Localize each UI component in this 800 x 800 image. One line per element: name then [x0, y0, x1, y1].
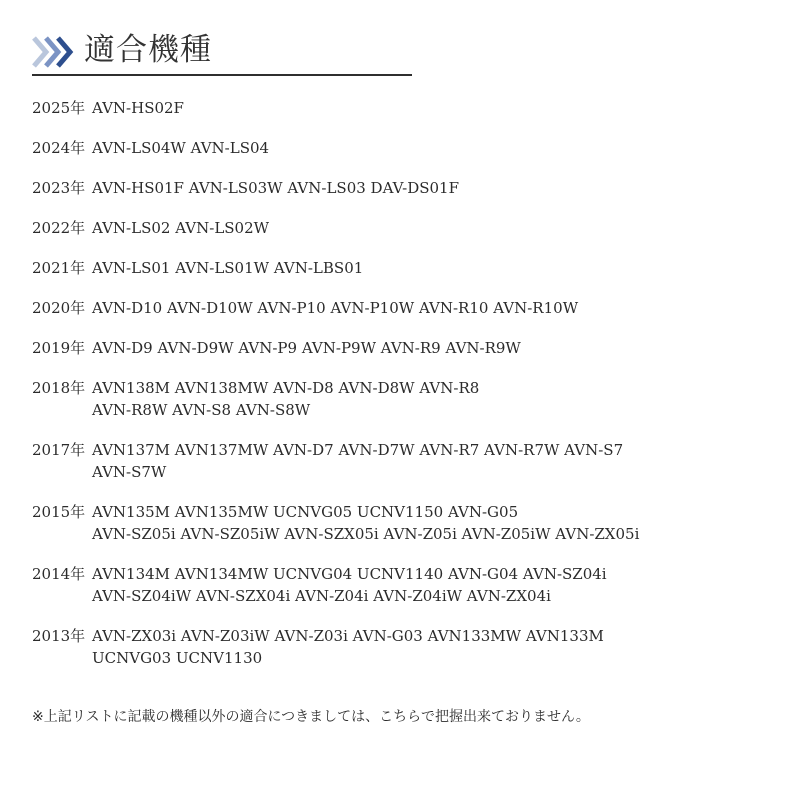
- list-item: [32, 337, 782, 359]
- year-label: 2014年: [32, 565, 86, 583]
- list-item: [32, 625, 782, 669]
- year-label: 2023年: [32, 179, 86, 197]
- year-label: 2022年: [32, 219, 86, 237]
- year-label: 2013年: [32, 627, 86, 645]
- model-list: AVN134M AVN134MW UCNVG04 UCNV1140 AVN-G04 AVN-SZ04i AVN-SZ04iW AVN-SZX04i AVN-Z04i AVN-Z04iW AVN-ZX04i: [92, 565, 607, 605]
- list-item: [32, 97, 782, 119]
- year-label: 2021年: [32, 259, 86, 277]
- model-list: AVN-ZX03i AVN-Z03iW AVN-Z03i AVN-G03 AVN133MW AVN133M UCNVG03 UCNV1130: [92, 627, 604, 667]
- model-list: AVN138M AVN138MW AVN-D8 AVN-D8W AVN-R8 AVN-R8W AVN-S8 AVN-S8W: [92, 379, 480, 419]
- list-item: [32, 297, 782, 319]
- year-label: 2020年: [32, 299, 86, 317]
- model-list: AVN-D9 AVN-D9W AVN-P9 AVN-P9W AVN-R9 AVN-R9W: [92, 339, 521, 357]
- model-list: AVN-HS02F: [92, 99, 184, 117]
- list-item: [32, 563, 782, 607]
- list-item: [32, 439, 782, 483]
- model-list: AVN-LS02 AVN-LS02W: [92, 219, 270, 237]
- year-label: 2019年: [32, 339, 86, 357]
- year-label: 2018年: [32, 379, 86, 397]
- year-label: 2015年: [32, 503, 86, 521]
- model-list: AVN135M AVN135MW UCNVG05 UCNV1150 AVN-G05 AVN-SZ05i AVN-SZ05iW AVN-SZX05i AVN-Z05i AVN-Z05iW AVN-ZX05i: [92, 503, 640, 543]
- list-item: [32, 501, 782, 545]
- model-list: AVN-HS01F AVN-LS03W AVN-LS03 DAV-DS01F: [92, 179, 459, 197]
- year-label: 2024年: [32, 139, 86, 157]
- triple-chevron-icon: [32, 36, 78, 68]
- model-list: AVN-D10 AVN-D10W AVN-P10 AVN-P10W AVN-R10 AVN-R10W: [92, 299, 579, 317]
- model-list: AVN137M AVN137MW AVN-D7 AVN-D7W AVN-R7 AVN-R7W AVN-S7 AVN-S7W: [92, 441, 624, 481]
- model-list: AVN-LS01 AVN-LS01W AVN-LBS01: [92, 259, 364, 277]
- title-underline: [32, 74, 412, 76]
- page-title: 適合機種: [84, 32, 212, 68]
- compatibility-list: [32, 97, 782, 669]
- year-label: 2025年: [32, 99, 86, 117]
- list-item: [32, 377, 782, 421]
- list-item: [32, 257, 782, 279]
- list-item: [32, 217, 782, 239]
- list-item: [32, 137, 782, 159]
- section-header: [32, 30, 412, 78]
- list-item: [32, 177, 782, 199]
- disclaimer-note: ※上記リストに記載の機種以外の適合につきましては、こちらで把握出来ておりません。: [32, 709, 590, 725]
- year-label: 2017年: [32, 441, 86, 459]
- model-list: AVN-LS04W AVN-LS04: [92, 139, 270, 157]
